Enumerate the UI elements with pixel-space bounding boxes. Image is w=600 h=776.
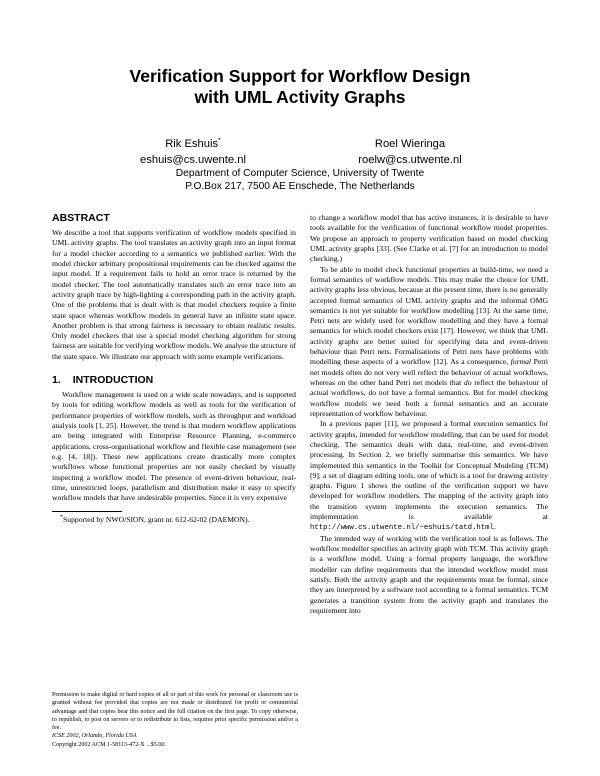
abstract-heading: ABSTRACT: [52, 212, 110, 224]
tool-url-link[interactable]: http://www.cs.utwente.nl/~eshuis/tatd.html: [310, 524, 494, 533]
permission-notice: [52, 691, 298, 749]
permission-text: Permission to make digital or hard copies of all or part of this work for personal or classroom use is granted without fee provided that copies are not made or distributed for profit or commercial advantage and that copies bear this notice and the full citation on the first page. To copy otherwise, to republish, to post on servers or to redistribute to lists, requires prior specific permission and/or a fee.: [52, 692, 298, 731]
footnote: [52, 515, 296, 525]
author-name: Roel Wieringa: [374, 138, 446, 150]
author-name: [113, 136, 273, 152]
author-block-wieringa: [330, 136, 490, 168]
p2-text-a: To be able to model check functional properties at build-time, we need a formal semantics of workflow models. This may make the choice for UML activity graphs less obvious, because at the present time, there is no generally accepted formal semantics of UML activity graphs and the informal OMG semantics is not yet suitable for workflow modelling [13]. At the same time, Petri nets are widely used for workflow modelling and they have a formal semantics for which model checkers exist [17]. However, we think that UML activity graphs are better suited for specifying data and event-driven behaviour than Petri nets. Formalisations of Petri nets have problems with modelling these aspects of a workflow [12]. As a consequence,: [310, 264, 548, 367]
author-email: roelw@cs.utwente.nl: [358, 154, 462, 166]
footnote-text: Supported by NWO/SION, grant nr. 612-62-02 (DAEMON).: [63, 514, 250, 524]
p2-emph-do: do: [463, 378, 472, 387]
left-column: [52, 212, 296, 525]
right-paragraph-4: The intended way of working with the verification tool is as follows. The workflow modeller specifies an activity graph with TCM. This activity graph is a workflow model. Using a formal property language, the workflow modeller can define requirements that the intended workflow model must satisfy. Both the activity graph and the requirements must be formal, since they are interpreted by a software tool according to a formal semantics. TCM generates a transition system from the activity graph and translates the requirement into: [310, 533, 548, 615]
p3-text-a: In a previous paper [11], we proposed a formal execution semantics for activity graphs, intended for workflow modelling, that can be used for model checking. The semantics deals with data, real-time, and event-driven processing. In Section 2, we briefly summarise this semantics. We have implemented this semantics in the Toolkit for Conceptual Modeling (TCM) [9], a set of diagram editing tools, one of which is a tool for drawing activity graphs. Figure 1 shows the outline of the verification support we have developed for workflow modellers. The mapping of the activity graph into the transition system implements the execution semantics. The implementation is available at: [310, 419, 548, 522]
section-number: 1.: [52, 374, 61, 387]
venue-line: ICSE 2002, Orlando, Florida USA: [52, 733, 137, 740]
footnote-marker: *: [60, 513, 63, 520]
intro-paragraph-1: Workflow management is used on a wide scale nowadays, and is supported by tools for editing workflow models as well as tools for the verification of performance properties of workflow models, such as throughput and workload analysis tools [1, 25]. However, the trend is that modern workflow applications are being integrated with Enterprise Resource Planning, e-commerce applications, cross-organisational workflow and flexible case management (see e.g. [4, 18]). These new applications create drastically more complex workflows whose functional properties are not easily checked by visually inspecting a workflow model. The presence of event-driven behaviour, real-time, unrestricted loops, parallelism and distribution make it easy to specify workflow models that have undesirable properties. Since it is very expensive: [52, 390, 296, 503]
abstract-text: We describe a tool that supports verification of workflow models specified in UML activity graphs. The tool translates an activity graph into an input format for a model checker according to a semantics we published earlier. With the model checker arbitrary propositional requirements can be checked against the input model. If a requirement fails to hold an error trace is returned by the model checker. The tool automatically translates such an error trace into an activity graph trace by high-lighting a corresponding path in the activity graph. One of the problems that is dealt with is that model checkers require a finite state space whereas workflow models in general have an infinite state space. Another problem is that strong fairness is necessary to obtain realistic results. Only model checkers that use a special model checking algorithm for strong fairness are suitable for verifying workflow models. We analyse the structure of the state space. We illustrate our approach with some example verifications.: [52, 228, 296, 361]
p3-text-b: .: [493, 522, 496, 532]
affiliation: [140, 167, 460, 193]
p2-emph-formal: formal: [510, 357, 532, 367]
affiliation-line-2: P.O.Box 217, 7500 AE Enschede, The Netherlands: [185, 181, 415, 192]
introduction-heading: [52, 374, 296, 387]
right-column: [310, 213, 548, 616]
author-email: eshuis@cs.uwente.nl: [140, 154, 246, 166]
author-name-text: Rik Eshuis: [165, 138, 219, 150]
copyright-line: Copyright 2002 ACM 1-58113-472-X ...$5.00.: [52, 741, 167, 748]
right-paragraph-1: to change a workflow model that has active instances, it is desirable to have tools available for the verification of functional workflow model properties. We propose an approach to property verification based on model checking UML activity graphs [33]. (See Clarke et al. [7] for an introduction to model checking.): [310, 213, 548, 264]
affiliation-line-1: Department of Computer Science, University of Twente: [175, 168, 425, 179]
p2-text-b: Petri net models often do not very well reflect the behaviour of actual workflows, whereas on the other hand Petri net models that: [310, 357, 548, 387]
p2-text-c: reflect the behaviour of actual workflows, do not have a formal semantics. But for model checking workflow models we need both a formal semantics and an accurate representation of workflow behaviour.: [310, 378, 548, 418]
author-block-eshuis: [113, 136, 273, 168]
section-title: INTRODUCTION: [72, 374, 154, 387]
footnote-marker: *: [218, 137, 221, 145]
title-line-1: Verification Support for Workflow Design: [129, 66, 471, 86]
right-paragraph-3: [310, 419, 548, 533]
paper-title: [60, 66, 540, 108]
footnote-divider: [52, 511, 122, 512]
title-line-2: with UML Activity Graphs: [194, 87, 406, 107]
right-paragraph-2: [310, 265, 548, 420]
